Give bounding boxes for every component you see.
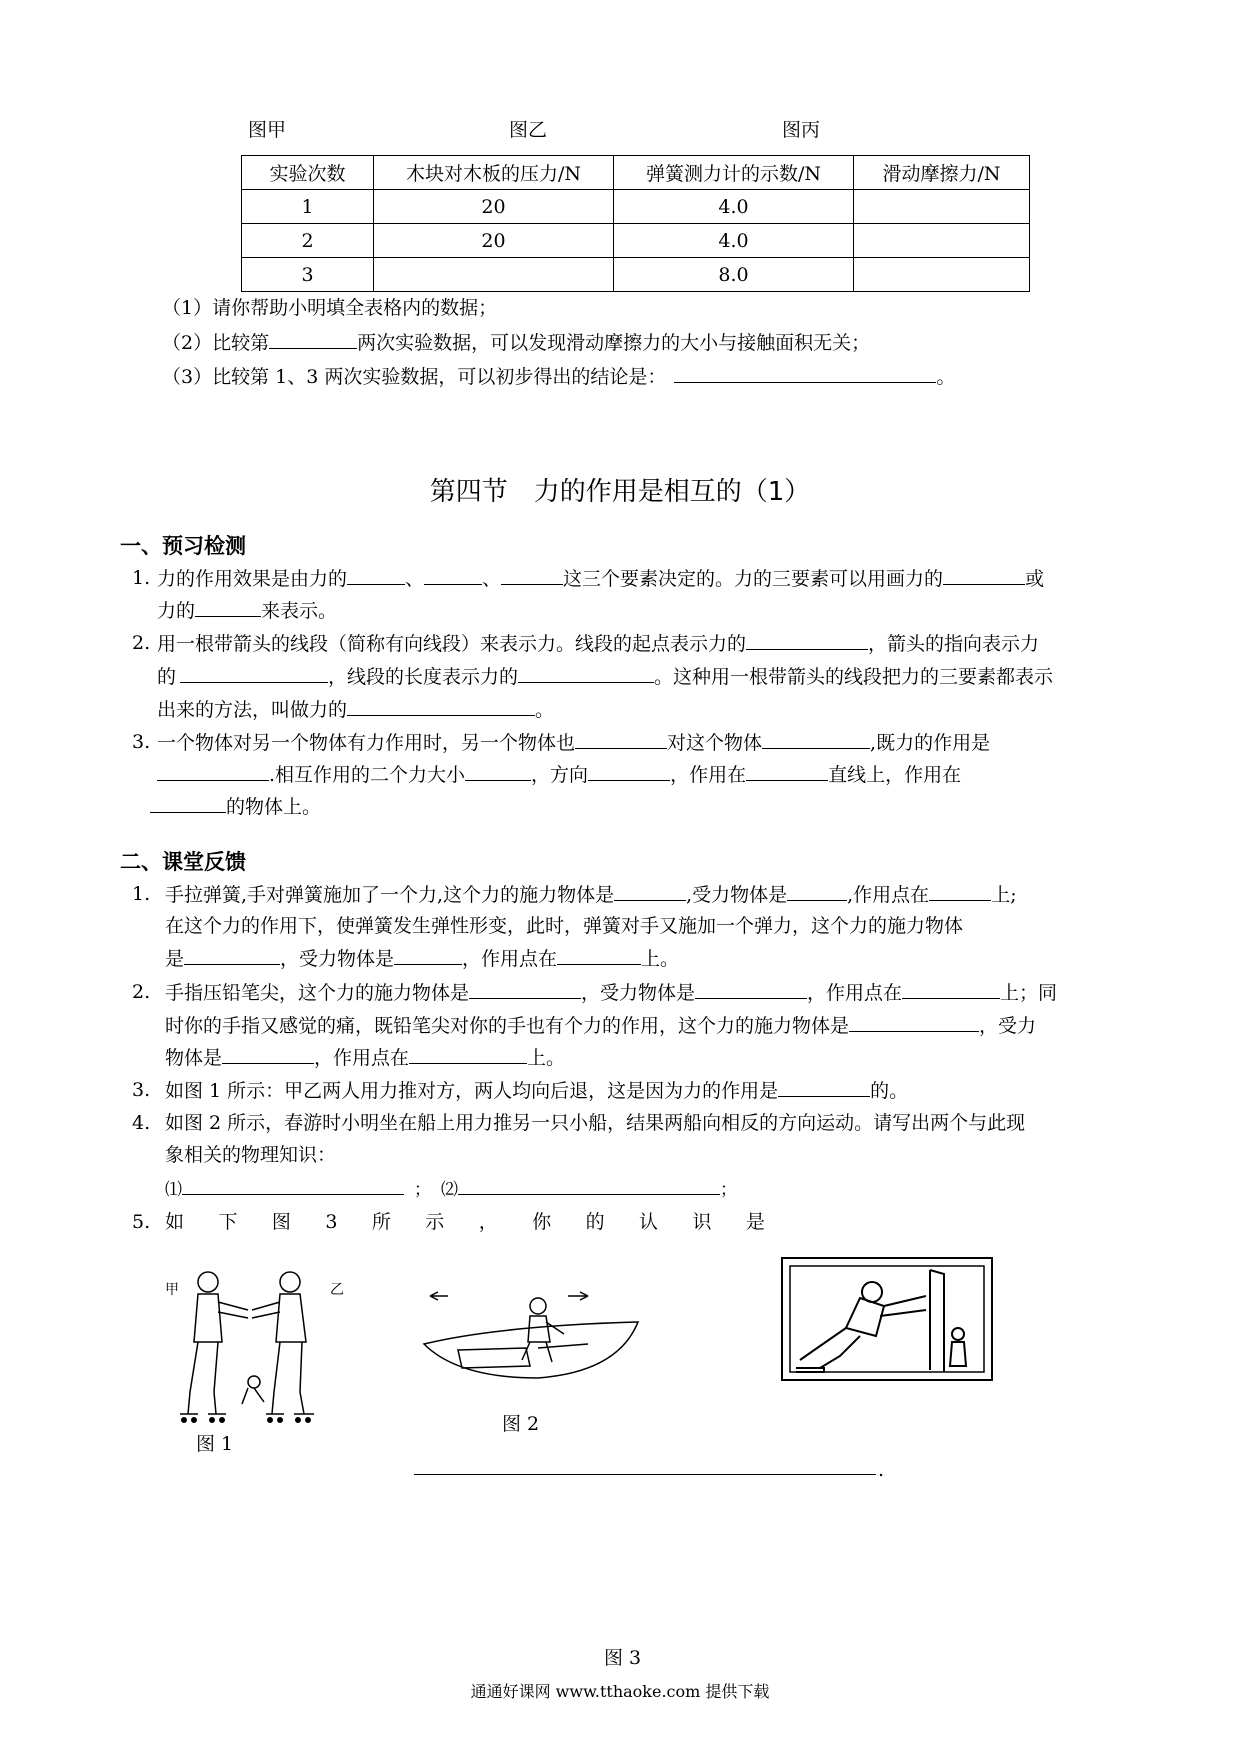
part2-item1-line1 [165, 882, 1017, 907]
part2-item2-line2 [165, 1013, 1036, 1038]
part2-item4-line2: 象相关的物理知识： [165, 1144, 337, 1166]
text: 。 [535, 699, 555, 721]
text: 上; [991, 884, 1017, 906]
answer-blank[interactable] [469, 980, 581, 999]
part2-item2-line3 [165, 1045, 565, 1070]
item-number: 3. [132, 731, 151, 753]
table-cell-empty[interactable] [854, 258, 1030, 292]
spread-char: 你 [532, 1211, 552, 1233]
text: 或 [1025, 568, 1045, 590]
answer-blank[interactable] [929, 882, 991, 901]
text: 如图 1 所示：甲乙两人用力推对方，两人均向后退，这是因为力的作用是 [165, 1080, 779, 1102]
answer-blank[interactable] [184, 946, 280, 965]
answer-blank[interactable] [465, 762, 531, 781]
answer-blank[interactable] [674, 364, 936, 383]
part2-item1-line3 [165, 946, 679, 971]
figure-2-caption: 图 2 [502, 1413, 540, 1435]
table-cell: 4.0 [614, 190, 854, 224]
part2-item5-text [165, 1210, 765, 1234]
text: ⑵ [441, 1180, 458, 1200]
text: 上。 [527, 1047, 566, 1069]
experiment-table [241, 155, 1030, 292]
text: 时你的手指又感觉的痛，既铅笔尖对你的手也有个力的作用，这个力的施力物体是 [165, 1015, 850, 1037]
table-cell: 1 [242, 190, 374, 224]
text: 手指压铅笔尖，这个力的施力物体是 [165, 982, 470, 1004]
answer-blank[interactable] [424, 566, 482, 585]
part2-item2-line1 [165, 980, 1057, 1005]
answer-blank[interactable] [575, 730, 667, 749]
part1-item3-line2 [157, 762, 961, 787]
item-number: 2. [132, 632, 151, 654]
table-header: 弹簧测力计的示数/N [614, 156, 854, 190]
answer-blank[interactable] [269, 330, 357, 349]
item-number: 1. [132, 883, 151, 905]
figure-1-label-jia: 甲 [165, 1282, 179, 1298]
table-cell-empty[interactable] [374, 258, 614, 292]
spread-char: 3 [325, 1211, 338, 1233]
part1-item3-line1 [157, 730, 990, 755]
text: 的物体上。 [226, 796, 322, 818]
table-row [242, 224, 1030, 258]
table-cell-empty[interactable] [854, 224, 1030, 258]
table-row [242, 258, 1030, 292]
part2-item4-line1: 如图 2 所示，春游时小明坐在船上用力推另一只小船，结果两船向相反的方向运动。请写出两个与此现 [165, 1112, 1026, 1134]
table-cell: 20 [374, 224, 614, 258]
answer-blank[interactable] [409, 1045, 527, 1064]
text: ,既力的作用是 [870, 732, 991, 754]
footer-text: 通通好课网 www.tthaoke.com 提供下载 [470, 1682, 770, 1701]
part1-heading: 一、预习检测 [120, 534, 246, 558]
spread-char: 是 [745, 1211, 765, 1233]
spread-char: 如 [165, 1211, 185, 1233]
part2-item1-line2: 在这个力的作用下，使弹簧发生弹性形变，此时，弹簧对手又施加一个弹力，这个力的施力物体 [165, 915, 964, 937]
answer-blank[interactable] [182, 1176, 404, 1195]
text: ,受力物体是 [686, 884, 788, 906]
spread-char: 的 [585, 1211, 605, 1233]
question-3-text: （3）比较第 1、3 两次实验数据，可以初步得出的结论是： [162, 366, 667, 388]
spread-char: 下 [218, 1211, 238, 1233]
figure-1-label-yi: 乙 [330, 1282, 344, 1298]
answer-blank[interactable] [518, 664, 654, 683]
answer-blank[interactable] [347, 566, 405, 585]
table-cell: 4.0 [614, 224, 854, 258]
part2-heading: 二、课堂反馈 [120, 850, 246, 874]
text: ，箭头的指向表示力 [868, 633, 1040, 655]
item-number: 4. [132, 1112, 151, 1134]
text: ，作用点在 [314, 1047, 410, 1069]
question-2-text: （2）比较第 [162, 332, 270, 354]
figure-label-yi: 图乙 [509, 119, 548, 141]
answer-line[interactable] [414, 1474, 876, 1475]
table-header: 实验次数 [242, 156, 374, 190]
text: 。这种用一根带箭头的线段把力的三要素都表示 [654, 666, 1054, 688]
figure-2-boat-image [418, 1282, 648, 1398]
text: 力的作用效果是由力的 [157, 568, 348, 590]
text: 是 [165, 948, 185, 970]
text: 、 [482, 568, 502, 590]
answer-blank[interactable] [902, 980, 1000, 999]
text: 、 [405, 568, 425, 590]
answer-blank[interactable] [195, 598, 261, 617]
table-cell-empty[interactable] [854, 190, 1030, 224]
answer-blank[interactable] [394, 946, 462, 965]
text: ，受力物体是 [581, 982, 696, 1004]
text: 对这个物体 [667, 732, 763, 754]
text: ,作用点在 [847, 884, 930, 906]
section-title: 第四节 力的作用是相互的（1） [429, 477, 811, 507]
answer-line-end: . [878, 1459, 885, 1481]
figure-3-door-image [780, 1256, 994, 1382]
text: ，作用点在 [807, 982, 903, 1004]
text: 上。 [641, 948, 680, 970]
text: ； [720, 1180, 737, 1200]
figure-1-push-image [168, 1262, 340, 1452]
part2-item4-answers [165, 1176, 737, 1202]
answer-blank[interactable] [180, 664, 328, 683]
text: 出来的方法，叫做力的 [157, 699, 348, 721]
answer-blank[interactable] [778, 1078, 870, 1097]
text: ，作用点在 [462, 948, 558, 970]
answer-blank[interactable] [746, 762, 828, 781]
answer-blank[interactable] [458, 1176, 720, 1195]
text: 来表示。 [261, 600, 338, 622]
part1-item1-line1 [157, 566, 1044, 591]
answer-blank[interactable] [501, 566, 563, 585]
spread-char: 认 [639, 1211, 659, 1233]
answer-blank[interactable] [157, 762, 269, 781]
answer-blank[interactable] [588, 762, 670, 781]
text: 上；同 [1000, 982, 1058, 1004]
table-cell: 8.0 [614, 258, 854, 292]
text: 力的 [157, 600, 196, 622]
text: ，方向 [531, 764, 589, 786]
item-number: 2. [132, 981, 151, 1003]
table-cell: 20 [374, 190, 614, 224]
spread-char: 所 [371, 1211, 391, 1233]
text: 的。 [870, 1080, 909, 1102]
part1-item2-line2 [157, 664, 1053, 689]
answer-blank[interactable] [849, 1013, 979, 1032]
answer-blank[interactable] [557, 946, 641, 965]
spread-char: ， [478, 1211, 498, 1233]
text: ，受力 [979, 1015, 1037, 1037]
spread-char: 识 [692, 1211, 712, 1233]
figure-label-jia: 图甲 [248, 119, 287, 141]
text: 直线上，作用在 [828, 764, 962, 786]
question-2-text: 两次实验数据，可以发现滑动摩擦力的大小与接触面积无关； [357, 332, 871, 354]
item-number: 5. [132, 1211, 151, 1233]
item-number: 1. [132, 567, 151, 589]
text: 一个物体对另一个物体有力作用时，另一个物体也 [157, 732, 576, 754]
part1-item3-line3 [150, 794, 321, 819]
question-1: （1）请你帮助小明填全表格内的数据； [162, 297, 498, 319]
answer-blank[interactable] [787, 882, 847, 901]
table-header: 木块对木板的压力/N [374, 156, 614, 190]
table-header: 滑动摩擦力/N [854, 156, 1030, 190]
figure-3-caption: 图 3 [604, 1647, 642, 1669]
text: .相互作用的二个力大小 [269, 764, 466, 786]
text: ，受力物体是 [280, 948, 395, 970]
text: ，作用在 [670, 764, 747, 786]
part1-item2-line1 [157, 631, 1039, 656]
answer-blank[interactable] [614, 882, 686, 901]
text: 用一根带箭头的线段（简称有向线段）来表示力。线段的起点表示力的 [157, 633, 747, 655]
answer-blank[interactable] [943, 566, 1025, 585]
table-row [242, 190, 1030, 224]
part1-item1-line2 [157, 598, 337, 623]
spread-char: 示 [425, 1211, 445, 1233]
question-2 [162, 330, 870, 355]
answer-blank[interactable] [695, 980, 807, 999]
answer-blank[interactable] [347, 697, 535, 716]
table-cell: 3 [242, 258, 374, 292]
answer-blank[interactable] [222, 1045, 314, 1064]
text: 物体是 [165, 1047, 223, 1069]
text: 手拉弹簧,手对弹簧施加了一个力,这个力的施力物体是 [165, 884, 615, 906]
figure-1-caption: 图 1 [196, 1433, 234, 1455]
item-number: 3. [132, 1079, 151, 1101]
text: ⑴ [165, 1180, 182, 1200]
text: ； [414, 1180, 431, 1200]
text: ，线段的长度表示力的 [328, 666, 519, 688]
table-cell: 2 [242, 224, 374, 258]
spread-char: 图 [271, 1211, 291, 1233]
part2-item3 [165, 1078, 908, 1103]
answer-blank[interactable] [746, 631, 868, 650]
figure-label-bing: 图丙 [782, 119, 821, 141]
text: 这三个要素决定的。力的三要素可以用画力的 [563, 568, 944, 590]
answer-blank[interactable] [762, 730, 870, 749]
part1-item2-line3 [157, 697, 554, 722]
text: 的 [157, 666, 177, 688]
question-3 [162, 364, 955, 389]
question-3-text: 。 [936, 366, 956, 388]
answer-blank[interactable] [150, 794, 226, 813]
table-header-row [242, 156, 1030, 190]
